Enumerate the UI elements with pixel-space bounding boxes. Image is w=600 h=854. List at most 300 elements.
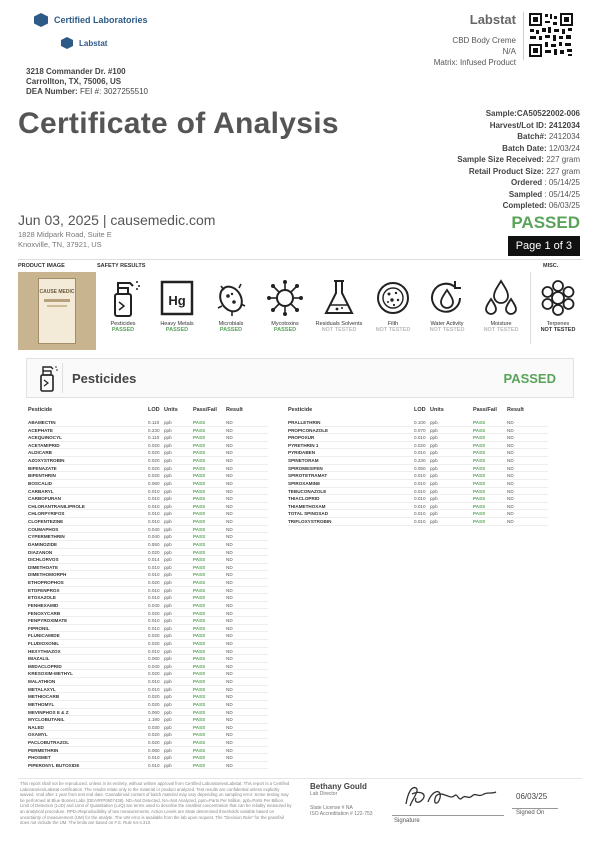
table-row	[28, 480, 268, 488]
pesticide-name: PROPICONAZOLE	[288, 427, 329, 433]
signed-on-line	[512, 808, 558, 809]
misc-terpenes[interactable]: Terpenes NOT TESTED	[531, 278, 585, 333]
lod-value: 0.040	[148, 663, 160, 669]
result-value: ND	[507, 511, 514, 517]
batch-number: Batch#: 2412034	[517, 132, 580, 141]
lod-value: 0.010	[148, 648, 160, 654]
lod-value: 0.010	[148, 587, 160, 593]
result-value: ND	[226, 640, 233, 646]
result-value: ND	[226, 656, 233, 662]
result-value: ND	[226, 747, 233, 753]
pass-fail-value: PASS	[193, 557, 206, 563]
pass-fail-value: PASS	[193, 541, 206, 547]
table-row	[28, 419, 268, 427]
product-info	[434, 35, 516, 68]
hexagon-logo-icon	[34, 13, 48, 27]
table-row	[28, 693, 268, 701]
table-row	[28, 488, 268, 496]
pass-fail-value: PASS	[193, 709, 206, 715]
pass-fail-value: PASS	[473, 496, 486, 502]
pesticide-name: PHOSMET	[28, 755, 51, 761]
lod-value: 0.020	[148, 671, 160, 677]
pass-fail-value: PASS	[193, 640, 206, 646]
table-row	[28, 724, 268, 732]
pass-fail-value: PASS	[193, 694, 206, 700]
pesticide-name: CYPERMETHRIN	[28, 534, 65, 540]
units-value: ppb	[430, 458, 438, 464]
lod-value: 0.020	[414, 442, 426, 448]
misc-label: MISC.	[543, 263, 559, 269]
col-passfail-right: Pass/Fail	[473, 407, 497, 413]
table-row	[28, 533, 268, 541]
pesticide-name: SPINETORAM	[288, 458, 319, 464]
lod-value: 0.010	[148, 564, 160, 570]
pass-fail-value: PASS	[193, 679, 206, 685]
pesticide-name: CHLORANTRANILIPROLE	[28, 503, 85, 509]
pesticide-name: BIFENAZATE	[28, 465, 57, 471]
lod-value: 0.230	[148, 427, 160, 433]
units-value: ppb	[164, 496, 172, 502]
footer-disclaimer: This report shall not be reproduced, unless in its entirety, without written approval from Certified Laboratories/Labstat. This report is a Certified Laboratories/Labstat certification. The results relate only to the material or product analyzed. Test results are confidential unless explicitly waived. Void after 1 year from test end date. Cannabinoid content of batch material may vary depending on sampling error. Some testing may be performed at Blue Bonnet Labs (DEA#RP0607438). ND=Not Detected, NA=Not Analyzed, ppm=Parts Per Million, ppb=Parts Per Billion. Limit of Detection (LoD) and Limit of Quantitation (LoQ) are terms used to describe the smallest concentration that can be reliably measured by an analytical procedure. RPD=Reproducibility of two measurements. Action Levels are State determined thresholds variable based on uncertainty of measurement (UM) for the analyte. The UM error is available from the lab upon request. The "Decision Rule" for the pass/fail does not include the UM. The limits are based on F.S. Rule 64-4.310.	[20, 781, 292, 826]
signature-image	[398, 780, 502, 814]
result-value: ND	[226, 541, 233, 547]
lod-value: 0.020	[148, 458, 160, 464]
sample-id: Sample:CA50522002-006	[485, 109, 580, 118]
lab-address	[26, 67, 148, 97]
pesticide-name: PYRETHRIN 1	[288, 442, 319, 448]
pesticide-name: CARBARYL	[28, 488, 54, 494]
pesticide-name: FENHEXAMID	[28, 602, 59, 608]
table-row	[28, 518, 268, 526]
table-row	[288, 465, 548, 473]
heavy-metals-icon	[158, 278, 196, 318]
pesticide-name: HEXYTHIAZOX	[28, 648, 61, 654]
lod-value: 0.020	[148, 732, 160, 738]
pass-fail-value: PASS	[473, 480, 486, 486]
pesticide-name: FLUNICAMIDE	[28, 633, 60, 639]
address-line1: 3218 Commander Dr. #100	[26, 67, 126, 76]
pass-fail-value: PASS	[193, 572, 206, 578]
signature-line	[392, 815, 504, 816]
units-value: ppb	[430, 420, 438, 425]
pesticide-name: PROPOXUR	[288, 435, 315, 441]
logo2-text: Labstat	[79, 38, 108, 48]
pesticide-name: DAMINOZIDE	[28, 541, 58, 547]
table-row	[28, 731, 268, 739]
units-value: ppb	[164, 587, 172, 593]
table-row	[28, 427, 268, 435]
lod-value: 0.010	[148, 496, 160, 502]
pass-fail-value: PASS	[193, 648, 206, 654]
pass-fail-value: PASS	[193, 633, 206, 639]
result-value: ND	[507, 458, 514, 464]
dea-line: DEA Number: FEI #: 3027255510	[26, 87, 149, 96]
result-value: ND	[226, 587, 233, 593]
result-value: ND	[226, 724, 233, 730]
safety-results-label: SAFETY RESULTS	[97, 263, 146, 269]
units-value: ppb	[164, 503, 172, 509]
signed-date: 06/03/25	[516, 792, 548, 801]
col-units-right: Units	[430, 407, 444, 413]
pass-fail-value: PASS	[193, 549, 206, 555]
safety-residual-solvents[interactable]: Residuals Solvents NOT TESTED	[312, 278, 366, 333]
units-value: ppb	[164, 549, 172, 555]
result-value: ND	[226, 602, 233, 608]
pesticide-name: MALATHION	[28, 679, 56, 685]
product-image-label: PRODUCT IMAGE	[18, 263, 65, 269]
pesticide-name: SPIROMESIFEN	[288, 465, 323, 471]
result-value: ND	[226, 534, 233, 540]
result-value: ND	[507, 450, 514, 456]
certified-labs-logo	[34, 13, 148, 27]
mycotoxin-icon	[266, 278, 304, 318]
pass-fail-value: PASS	[473, 450, 486, 456]
table-row	[28, 434, 268, 442]
units-value: ppb	[164, 625, 172, 631]
pass-fail-value: PASS	[193, 526, 206, 532]
table-row	[28, 564, 268, 572]
safety-water-activity[interactable]: Water Activity NOT TESTED	[420, 278, 474, 333]
units-value: ppb	[164, 656, 172, 662]
product-box-text: CAUSE MEDIC	[39, 289, 75, 295]
pass-fail-value: PASS	[473, 488, 486, 494]
result-value: ND	[226, 549, 233, 555]
pesticides-bar-divider	[62, 363, 63, 393]
table-row	[288, 442, 548, 450]
units-value: ppb	[164, 679, 172, 685]
filth-icon	[374, 278, 412, 318]
lod-value: 0.010	[148, 595, 160, 601]
lod-value: 0.010	[414, 496, 426, 502]
pesticide-name: BIFENTHRIN	[28, 473, 56, 479]
result-value: ND	[226, 511, 233, 517]
safety-mycotoxins[interactable]: Mycotoxins PASSED	[258, 278, 312, 333]
table-row	[28, 503, 268, 511]
address-line2: Carrollton, TX, 75006, US	[26, 77, 122, 86]
page-title: Certificate of Analysis	[18, 107, 339, 140]
pesticide-name: CLOFENTEZINE	[28, 519, 64, 525]
result-value: ND	[226, 557, 233, 563]
result-value: ND	[226, 503, 233, 509]
signer-block	[310, 782, 373, 818]
units-value: ppb	[430, 465, 438, 471]
pesticide-name: FENOXYCARB	[28, 610, 61, 616]
pass-fail-value: PASS	[473, 458, 486, 464]
result-value: ND	[507, 473, 514, 479]
lod-value: 0.230	[414, 458, 426, 464]
units-value: ppb	[430, 473, 438, 479]
table-row	[28, 579, 268, 587]
pass-fail-value: PASS	[473, 420, 486, 425]
result-value: ND	[226, 488, 233, 494]
pesticide-name: ACEQUINOCYL	[28, 435, 62, 441]
table-row	[288, 488, 548, 496]
units-value: ppb	[164, 671, 172, 677]
lod-value: 0.010	[148, 511, 160, 517]
result-value: ND	[507, 503, 514, 509]
table-row	[28, 457, 268, 465]
result-value: ND	[226, 732, 233, 738]
product-na: N/A	[502, 47, 516, 56]
pesticide-name: METALAXYL	[28, 686, 56, 692]
units-value: ppb	[164, 648, 172, 654]
table-row	[28, 655, 268, 663]
pass-fail-value: PASS	[193, 686, 206, 692]
pass-fail-value: PASS	[193, 732, 206, 738]
units-value: ppb	[164, 747, 172, 753]
lod-value: 1.190	[148, 717, 160, 723]
footer-divider	[18, 778, 582, 779]
result-value: ND	[226, 572, 233, 578]
table-row	[28, 602, 268, 610]
table-row	[28, 495, 268, 503]
safety-filth[interactable]: Filth NOT TESTED	[366, 278, 420, 333]
svg-text:Hg: Hg	[168, 293, 186, 308]
units-value: ppb	[430, 480, 438, 486]
lod-value: 0.020	[148, 633, 160, 639]
pass-fail-value: PASS	[193, 450, 206, 456]
safety-heavy-metals[interactable]: Hg Heavy Metals PASSED	[150, 278, 204, 333]
table-row	[28, 541, 268, 549]
result-value: ND	[226, 465, 233, 471]
signature-label: Signature	[394, 818, 420, 824]
overall-status: PASSED	[511, 213, 580, 232]
result-value: ND	[226, 686, 233, 692]
moisture-icon	[482, 278, 520, 318]
units-value: ppb	[164, 526, 172, 532]
lod-value: 0.010	[414, 435, 426, 441]
table-row	[28, 587, 268, 595]
pass-fail-value: PASS	[193, 503, 206, 509]
col-units-left: Units	[164, 407, 178, 413]
units-value: ppb	[164, 717, 172, 723]
pesticide-name: METHOMYL	[28, 701, 55, 707]
units-value: ppb	[164, 473, 172, 479]
table-row	[28, 610, 268, 618]
pass-fail-value: PASS	[193, 465, 206, 471]
table-row	[288, 495, 548, 503]
harvest-id: Harvest/Lot ID: 2412034	[489, 120, 580, 130]
units-value: ppb	[430, 442, 438, 448]
units-value: ppb	[164, 572, 172, 578]
result-value: ND	[226, 480, 233, 486]
pesticide-name: ETHOPROPHOS	[28, 580, 64, 586]
result-value: ND	[226, 633, 233, 639]
pass-fail-value: PASS	[193, 488, 206, 494]
pass-fail-value: PASS	[473, 427, 486, 433]
lod-value: 0.010	[414, 519, 426, 525]
units-value: ppb	[164, 694, 172, 700]
table-row	[288, 457, 548, 465]
table-row	[28, 701, 268, 709]
client-address: 1828 Midpark Road, Suite E Knoxville, TN, 37921, US	[18, 230, 112, 249]
table-row	[28, 686, 268, 694]
section-divider	[18, 259, 582, 260]
pesticide-name: DICHLORVOS	[28, 557, 59, 563]
col-passfail-left: Pass/Fail	[193, 407, 217, 413]
pesticide-name: ETOFENPROX	[28, 587, 60, 593]
result-value: ND	[226, 762, 233, 768]
pass-fail-value: PASS	[193, 701, 206, 707]
pass-fail-value: PASS	[193, 480, 206, 486]
result-value: ND	[507, 435, 514, 441]
units-value: ppb	[164, 480, 172, 486]
result-value: ND	[226, 526, 233, 532]
lod-value: 0.070	[414, 427, 426, 433]
sample-size-received: Sample Size Received: 227 gram	[457, 155, 580, 164]
units-value: ppb	[164, 564, 172, 570]
pass-fail-value: PASS	[193, 519, 206, 525]
table-row	[288, 427, 548, 435]
units-value: ppb	[164, 557, 172, 563]
pesticide-name: TRIFLOXYSTROBIN	[288, 519, 332, 525]
lod-value: 0.010	[148, 572, 160, 578]
lod-value: 0.020	[148, 442, 160, 448]
table-row	[288, 434, 548, 442]
lod-value: 0.080	[148, 747, 160, 753]
units-value: ppb	[164, 541, 172, 547]
signed-on-label: Signed On	[516, 810, 545, 816]
result-value: ND	[226, 442, 233, 448]
table-row	[28, 640, 268, 648]
pesticides-title: Pesticides	[72, 371, 137, 386]
result-value: ND	[226, 496, 233, 502]
pesticide-name: SPIROTETRAMAT	[288, 473, 328, 479]
units-value: ppb	[164, 762, 172, 768]
col-pesticide-left: Pesticide	[28, 407, 53, 413]
pesticide-name: THIACLOPRID	[288, 496, 320, 502]
pesticide-name: CHLORPYRIFOS	[28, 511, 65, 517]
lod-value: 0.010	[148, 618, 160, 624]
lod-value: 0.010	[148, 625, 160, 631]
lod-value: 0.010	[148, 488, 160, 494]
pass-fail-value: PASS	[473, 473, 486, 479]
result-value: ND	[226, 564, 233, 570]
result-value: ND	[226, 740, 233, 746]
table-row	[288, 419, 548, 427]
col-lod-left: LOD	[148, 407, 160, 413]
lod-value: 0.030	[148, 724, 160, 730]
units-value: ppb	[430, 488, 438, 494]
table-row	[28, 709, 268, 717]
pass-fail-value: PASS	[193, 602, 206, 608]
pesticide-name: ETOXAZOLE	[28, 595, 56, 601]
result-value: ND	[226, 458, 233, 464]
units-value: ppb	[164, 534, 172, 540]
result-value: ND	[226, 648, 233, 654]
lod-value: 0.010	[148, 679, 160, 685]
table-row	[288, 503, 548, 511]
lod-value: 0.060	[148, 480, 160, 486]
lod-value: 0.020	[148, 610, 160, 616]
lod-value: 0.100	[414, 420, 426, 425]
lod-value: 0.020	[148, 549, 160, 555]
result-value: ND	[507, 420, 514, 425]
result-value: ND	[507, 427, 514, 433]
result-value: ND	[507, 465, 514, 471]
units-value: ppb	[164, 420, 172, 425]
pesticide-name: MYCLOBUTANIL	[28, 717, 65, 723]
pesticide-name: AZOXYSTROBIN	[28, 458, 65, 464]
pass-fail-value: PASS	[193, 610, 206, 616]
pass-fail-value: PASS	[193, 427, 206, 433]
state-license: State License # NA	[310, 804, 353, 811]
lod-value: 0.020	[148, 450, 160, 456]
pass-fail-value: PASS	[193, 755, 206, 761]
lod-value: 0.014	[148, 557, 160, 563]
sampled-date: Sampled : 05/14/25	[508, 189, 580, 199]
pass-fail-value: PASS	[193, 511, 206, 517]
table-row	[28, 526, 268, 534]
units-value: ppb	[164, 435, 172, 441]
table-row	[28, 449, 268, 457]
result-value: ND	[226, 473, 233, 479]
signer-name: Bethany Gould	[310, 782, 367, 791]
brand-right: Labstat	[469, 12, 516, 27]
units-value: ppb	[164, 755, 172, 761]
units-value: ppb	[164, 450, 172, 456]
iso-accreditation: ISO Accreditation # 122-753	[310, 811, 373, 817]
safety-moisture[interactable]: Moisture NOT TESTED	[474, 278, 528, 333]
table-row	[28, 632, 268, 640]
table-row	[28, 762, 268, 770]
pass-fail-value: PASS	[193, 656, 206, 662]
lod-value: 0.010	[414, 480, 426, 486]
pesticide-name: ABAMECTIN	[28, 420, 56, 425]
table-row	[288, 480, 548, 488]
pass-fail-value: PASS	[193, 473, 206, 479]
result-value: ND	[507, 496, 514, 502]
result-value: ND	[226, 625, 233, 631]
col-result-right: Result	[507, 407, 524, 413]
result-value: ND	[226, 450, 233, 456]
table-row	[288, 472, 548, 480]
lod-value: 0.110	[148, 420, 160, 425]
completed-date: Completed: 06/03/25	[502, 201, 580, 210]
table-row	[28, 510, 268, 518]
safety-microbials[interactable]: Microbials PASSED	[204, 278, 258, 333]
pass-fail-value: PASS	[473, 465, 486, 471]
pass-fail-value: PASS	[193, 496, 206, 502]
units-value: ppb	[164, 732, 172, 738]
table-row	[28, 617, 268, 625]
pass-fail-value: PASS	[193, 435, 206, 441]
pesticide-name: FENPYROXIMATE	[28, 618, 68, 624]
units-value: ppb	[164, 701, 172, 707]
pesticide-name: CARBOFURAN	[28, 496, 61, 502]
units-value: ppb	[430, 503, 438, 509]
pass-fail-value: PASS	[193, 564, 206, 570]
units-value: ppb	[164, 610, 172, 616]
pass-fail-value: PASS	[193, 717, 206, 723]
units-value: ppb	[164, 427, 172, 433]
qr-code-icon[interactable]	[528, 12, 574, 58]
lod-value: 0.010	[414, 488, 426, 494]
units-value: ppb	[430, 435, 438, 441]
table-row	[28, 739, 268, 747]
pesticide-name: DIMETHOATE	[28, 564, 59, 570]
safety-pesticides[interactable]: Pesticides PASSED	[96, 278, 150, 333]
units-value: ppb	[164, 618, 172, 624]
pesticide-name: DIAZANON	[28, 549, 53, 555]
pesticide-name: MEVINPHOS E & Z	[28, 709, 69, 715]
units-value: ppb	[164, 663, 172, 669]
result-value: ND	[226, 435, 233, 441]
table-row	[288, 510, 548, 518]
units-value: ppb	[430, 427, 438, 433]
result-value: ND	[507, 480, 514, 486]
header-divider	[523, 12, 524, 60]
